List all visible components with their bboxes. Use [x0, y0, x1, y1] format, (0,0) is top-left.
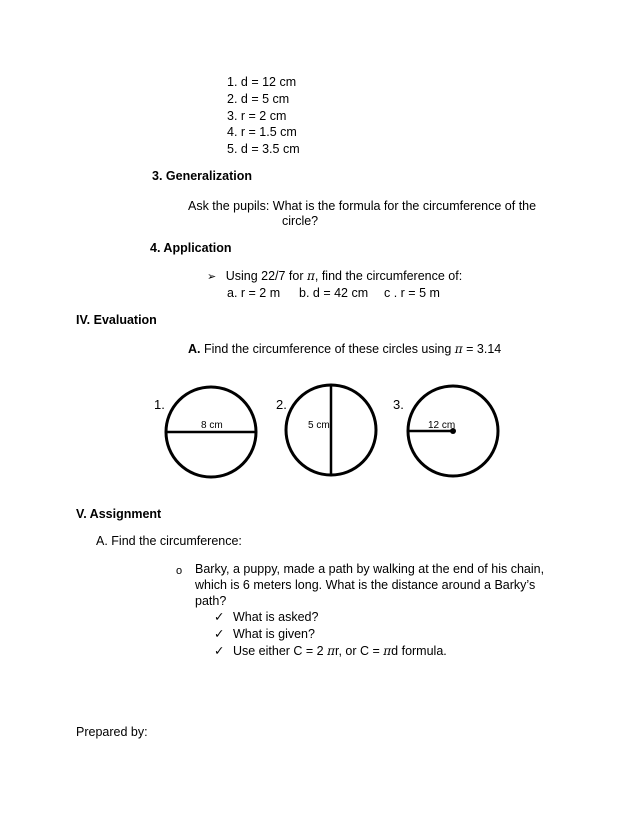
list-item: 3. r = 2 cm [227, 108, 287, 123]
list-item: 4. r = 1.5 cm [227, 125, 297, 140]
circle-1-number: 1. [154, 397, 165, 412]
list-item: 5. d = 3.5 cm [227, 142, 300, 157]
evaluation-text: = 3.14 [462, 342, 502, 356]
checklist-text: r, or C = [335, 644, 384, 658]
checkmark-icon: ✓ [214, 626, 225, 641]
pi-symbol: π [307, 269, 315, 283]
generalization-line2: circle? [282, 214, 319, 228]
arrow-bullet-icon: ➢ [207, 270, 217, 283]
instruction-text: , find the circumference of: [314, 269, 463, 283]
circle-2-label: 5 cm [308, 420, 330, 431]
checklist-item [214, 626, 315, 642]
evaluation-text: Find the circumference of these circles using [200, 342, 455, 356]
evaluation-heading: IV. Evaluation [76, 313, 157, 327]
circle-3-number: 3. [393, 397, 404, 412]
checklist-text: d formula. [391, 644, 447, 658]
checkmark-icon: ✓ [214, 643, 225, 658]
problem-line-3: path? [195, 594, 227, 608]
application-item-a: a. r = 2 m [227, 286, 281, 300]
application-item-c: c . r = 5 m [384, 286, 440, 300]
assignment-heading: V. Assignment [76, 507, 162, 521]
pi-symbol: π [454, 342, 463, 356]
circle-1-label: 8 cm [201, 420, 223, 431]
checklist-item [214, 609, 318, 625]
instruction-text: Using 22/7 for [225, 269, 307, 283]
pi-symbol: π [383, 644, 392, 658]
application-heading: 4. Application [150, 241, 232, 255]
checklist-text: What is given? [232, 627, 315, 641]
generalization-line1: Ask the pupils: What is the formula for the circumference of the [188, 199, 537, 213]
circle-3-label: 12 cm [428, 420, 456, 431]
pi-symbol: π [327, 644, 335, 658]
list-item: 1. d = 12 cm [227, 75, 297, 89]
application-item-b: b. d = 42 cm [299, 286, 369, 300]
list-item: 2. d = 5 cm [227, 91, 290, 106]
checkmark-icon: ✓ [214, 609, 225, 624]
checklist-text: Use either C = 2 [232, 644, 328, 658]
checklist-text: What is asked? [232, 610, 319, 624]
problem-line-2: which is 6 meters long. What is the distance around a Barky’s [195, 578, 536, 592]
checklist-item [214, 643, 447, 659]
generalization-heading: 3. Generalization [152, 169, 253, 183]
circle-2-number: 2. [276, 397, 287, 412]
evaluation-a-label: A. [188, 342, 201, 356]
prepared-by: Prepared by: [76, 725, 148, 739]
problem-line-1: Barky, a puppy, made a path by walking at the end of his chain, [195, 562, 545, 576]
problem-bullet-icon: o [176, 565, 183, 577]
assignment-subheading: A. Find the circumference: [96, 534, 242, 548]
